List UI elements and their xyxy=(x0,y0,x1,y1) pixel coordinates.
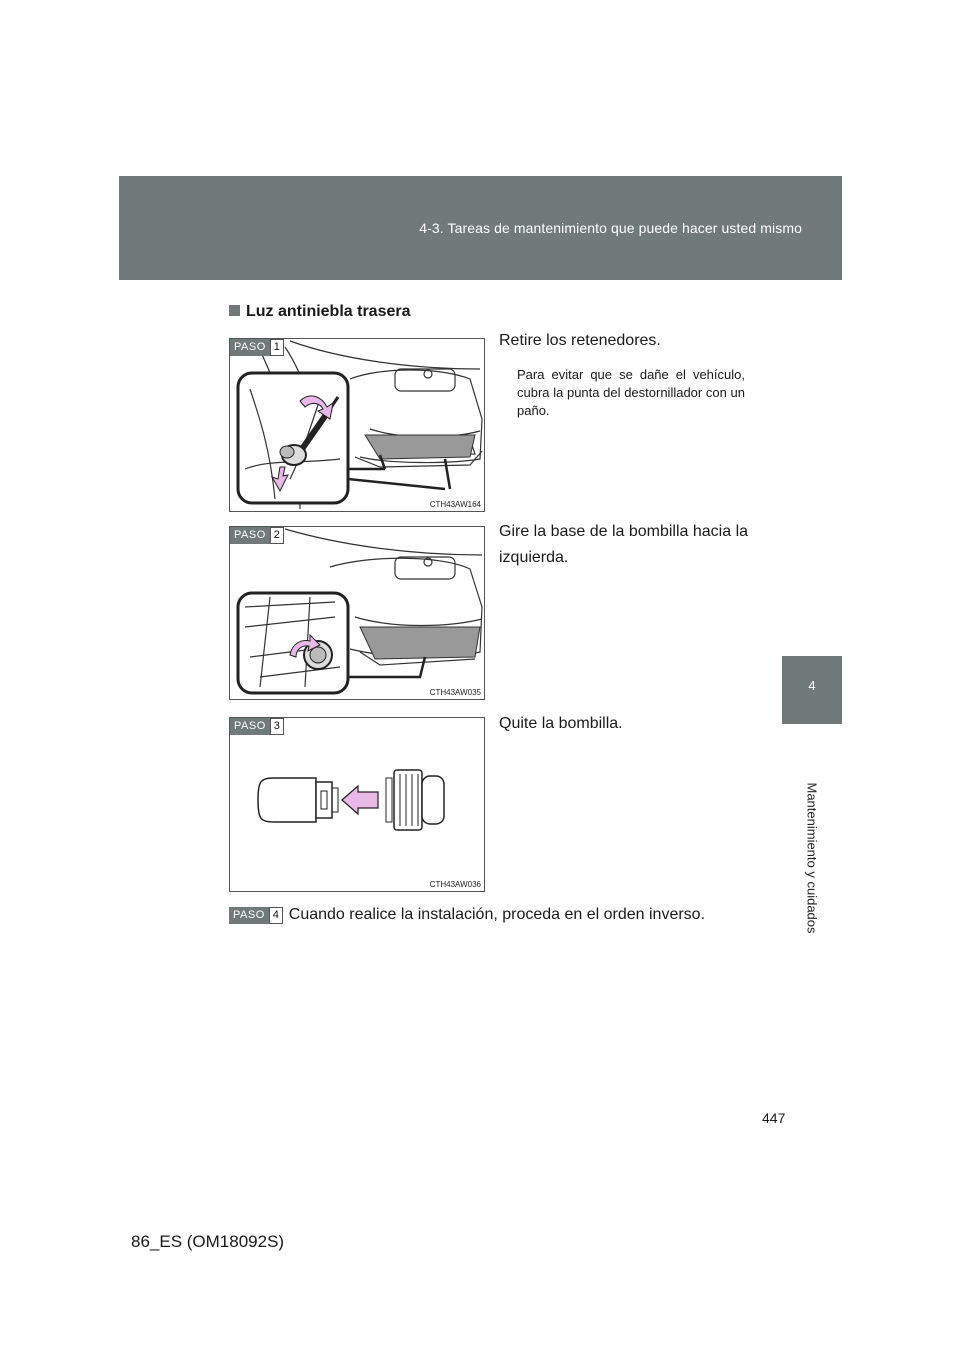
square-bullet-icon xyxy=(229,305,240,316)
page-header xyxy=(119,176,842,280)
step-badge-4: PASO 4 xyxy=(229,907,283,924)
footer-code: 86_ES (OM18092S) xyxy=(131,1232,285,1251)
step-2-text: Gire la base de la bombilla hacia la izquierda. xyxy=(499,523,749,566)
bulb-removal-illustration xyxy=(230,718,485,892)
step-badge-2: PASO 2 xyxy=(230,527,284,544)
chapter-tab xyxy=(782,656,842,724)
step-1-note: Para evitar que se dañe el vehículo, cubra la punta del destornillador con un paño. xyxy=(517,367,745,418)
figure-step-3 xyxy=(229,717,485,892)
section-title xyxy=(229,303,411,321)
page-number: 447 xyxy=(762,1110,786,1126)
step-3-text: Quite la bombilla. xyxy=(499,715,623,732)
step-4-text: Cuando realice la instalación, proceda en el orden inverso. xyxy=(288,906,706,923)
figure-step-1 xyxy=(229,338,485,512)
chapter-label: Mantenimiento y cuidados xyxy=(804,782,820,934)
chapter-number: 4 xyxy=(808,678,816,693)
car-rear-retainers-illustration xyxy=(230,339,485,512)
header-title: 4-3. Tareas de mantenimiento que puede hacer usted mismo xyxy=(419,220,802,236)
step-badge-3: PASO 3 xyxy=(230,718,284,735)
step-1-text: Retire los retenedores. xyxy=(499,332,661,349)
section-title-text: Luz antiniebla trasera xyxy=(246,303,411,320)
figure-code: CTH43AW036 xyxy=(429,880,481,889)
step-4 xyxy=(229,906,705,924)
step-badge-1: PASO 1 xyxy=(230,339,284,356)
bulb-socket-rotation-illustration xyxy=(230,527,485,700)
figure-step-2 xyxy=(229,526,485,700)
figure-code: CTH43AW035 xyxy=(429,688,481,697)
figure-code: CTH43AW164 xyxy=(429,500,481,509)
